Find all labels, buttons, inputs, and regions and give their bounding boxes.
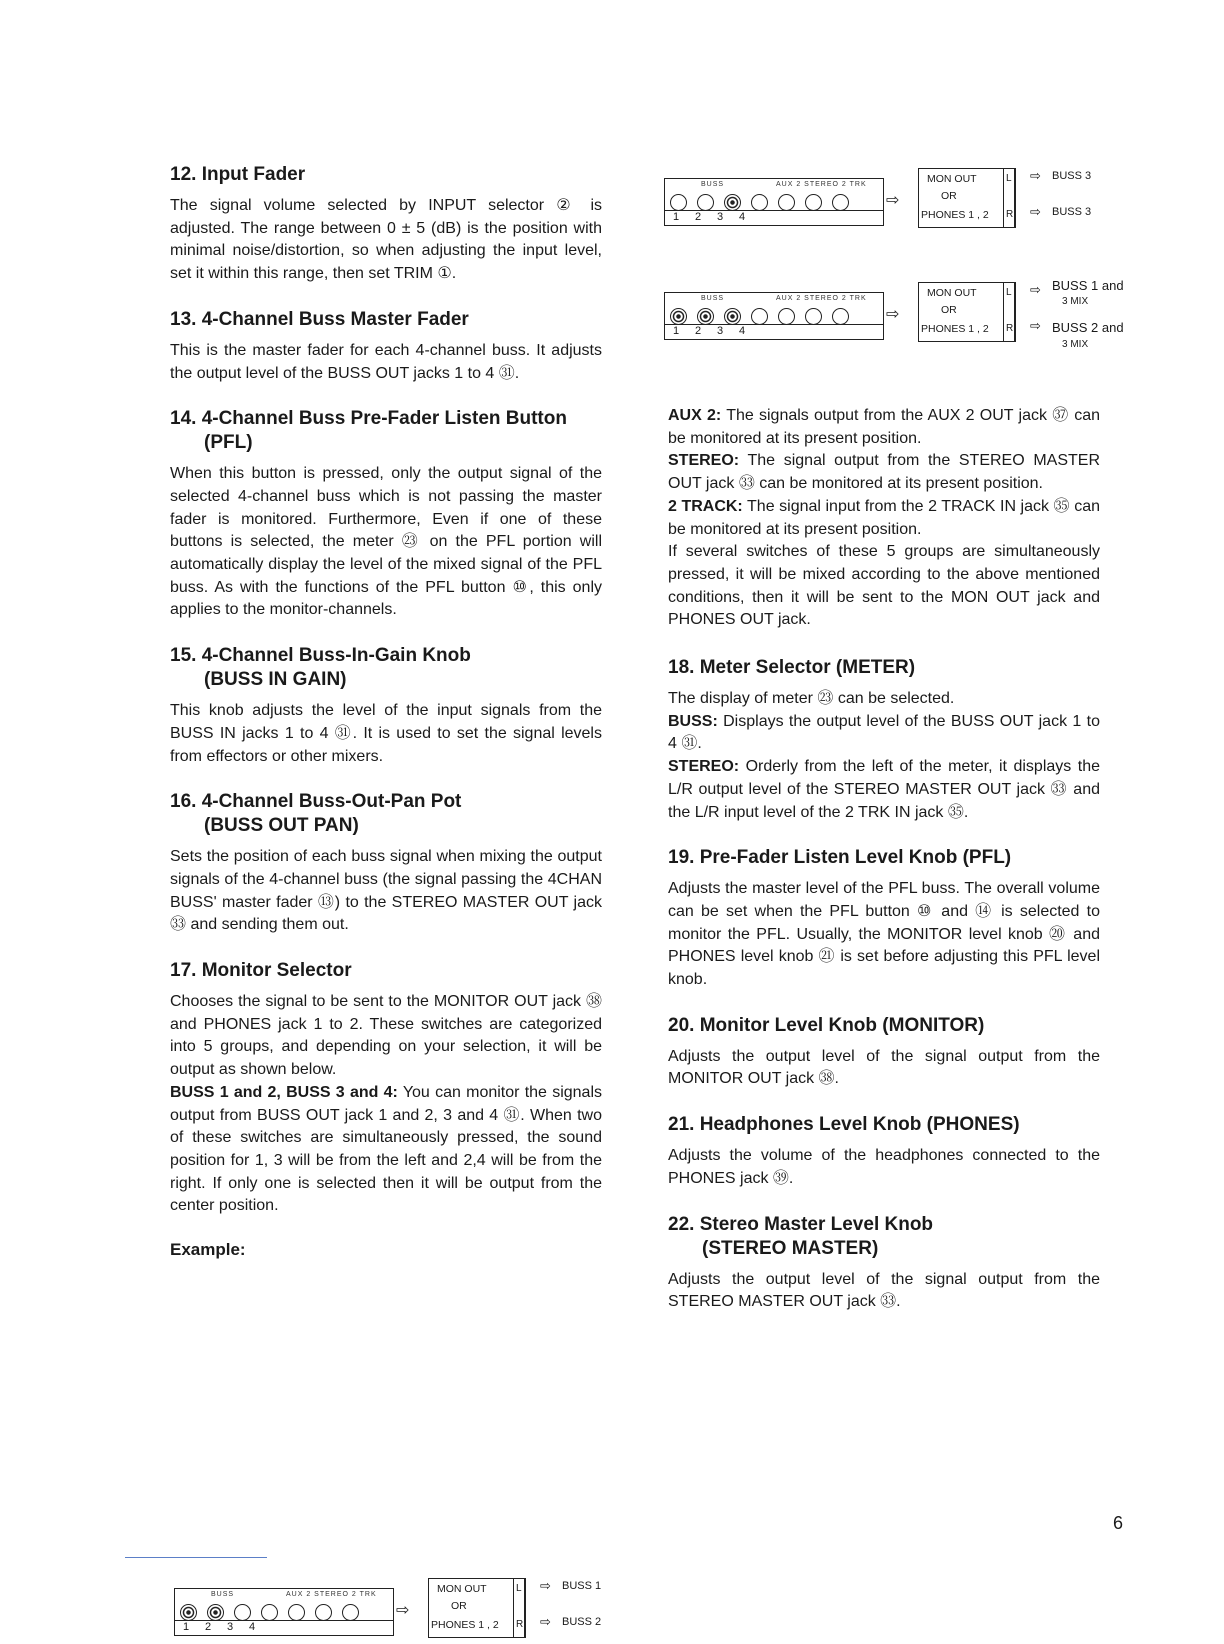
d1-arrow-r-icon: ⇨ bbox=[540, 1614, 551, 1629]
d1-arrow-icon: ⇨ bbox=[396, 1602, 410, 1619]
d2-L: L bbox=[1006, 173, 1012, 184]
d3-dest-l: BUSS 1 and bbox=[1052, 278, 1124, 293]
d1-switch-4[interactable] bbox=[261, 1604, 278, 1621]
section-14-title bbox=[170, 407, 602, 455]
d2-phones: PHONES 1 , 2 bbox=[921, 209, 989, 221]
d2-arrow-icon: ⇨ bbox=[886, 192, 900, 209]
d3-panel bbox=[664, 292, 884, 340]
d2-dest-l: BUSS 3 bbox=[1052, 170, 1092, 182]
right-column bbox=[668, 405, 1100, 1336]
track-body: The signal input from the 2 TRACK IN jack ㉟ can be monitored at its present position. bbox=[668, 497, 1100, 538]
d2-switch-3[interactable] bbox=[724, 194, 741, 211]
section-22 bbox=[668, 1213, 1100, 1314]
d2-switch-7[interactable] bbox=[832, 194, 849, 211]
section-22-title bbox=[668, 1213, 1100, 1261]
section-21-body: Adjusts the volume of the headphones connected to the PHONES jack ㊴. bbox=[668, 1147, 1100, 1187]
section-15-title-line2: (BUSS IN GAIN) bbox=[204, 669, 347, 691]
section-16-body: Sets the position of each buss signal when mixing the output signals of the 4-channel buss (the signal passing the 4CHAN BUSS' master fader ⑬) to the STEREO MASTER OUT jack ㉝ and sending them out. bbox=[170, 848, 602, 934]
page-number: 6 bbox=[1113, 1513, 1124, 1533]
d2-mon-out: MON OUT bbox=[927, 173, 977, 185]
d1-switch-6[interactable] bbox=[315, 1604, 332, 1621]
aux2-label: AUX 2: bbox=[668, 407, 722, 424]
aux2-text bbox=[668, 405, 1100, 450]
d1-dest-l: BUSS 1 bbox=[562, 1580, 602, 1592]
d3-number-4: 4 bbox=[739, 325, 746, 337]
d2-switch-1[interactable] bbox=[670, 194, 687, 211]
d2-switch-2[interactable] bbox=[697, 194, 714, 211]
d3-header-buss: BUSS bbox=[701, 295, 725, 302]
section-14-title-line2: (PFL) bbox=[204, 432, 253, 454]
section-15-title bbox=[170, 644, 602, 692]
d1-phones: PHONES 1 , 2 bbox=[431, 1619, 499, 1631]
d3-number-2: 2 bbox=[695, 325, 702, 337]
section-18 bbox=[668, 656, 1100, 824]
d2-header-buss: BUSS bbox=[701, 181, 725, 188]
section-14-body: When this button is pressed, only the output signal of the selected 4-channel buss which is not passing the master fader is monitored. Furthermore, Even if one of these buttons is selected, the meter ㉓ on the PFL portion will automatically display the level of the mixed signal of the PFL buss. As with the functions of the PFL button ⑩, this only applies to the monitor-channels. bbox=[170, 465, 602, 619]
d2-output-box bbox=[918, 168, 1016, 228]
section-13-body: This is the master fader for each 4-channel buss. It adjusts the output level of the BUSS OUT jacks 1 to 4 ㉛. bbox=[170, 341, 602, 382]
d2-number-3: 3 bbox=[717, 211, 724, 223]
d2-switch-5[interactable] bbox=[778, 194, 795, 211]
d3-switch-6[interactable] bbox=[805, 308, 822, 325]
d1-R: R bbox=[516, 1619, 524, 1630]
d2 bbox=[664, 168, 1104, 234]
d2-switch-6[interactable] bbox=[805, 194, 822, 211]
section-13-title: 13. 4-Channel Buss Master Fader bbox=[170, 308, 469, 330]
d1-arrow-l-icon: ⇨ bbox=[540, 1578, 551, 1593]
section-19-title: 19. Pre-Fader Listen Level Knob (PFL) bbox=[668, 847, 1012, 869]
section-17-body2-text: You can monitor the signals output from BUSS OUT jack 1 and 2, 3 and 4 ㉛. When two of these switches are simultaneously pressed, the sound position for 1, 3 will be from the left and 2,4 will be from the right. If only one is selected then it will be output from the center position. bbox=[170, 1083, 602, 1215]
d1-L: L bbox=[516, 1583, 522, 1594]
section-15-title-line1: 15. 4-Channel Buss-In-Gain Knob bbox=[170, 645, 471, 667]
section-22-title-line1: 22. Stereo Master Level Knob bbox=[668, 1213, 934, 1235]
section-17-body2-label: BUSS 1 and 2, BUSS 3 and 4: bbox=[170, 1083, 398, 1101]
section-17-body2 bbox=[170, 1082, 602, 1218]
section-16 bbox=[170, 790, 602, 937]
section-18-stereo bbox=[668, 756, 1100, 824]
section-21 bbox=[668, 1113, 1100, 1190]
stereo-text bbox=[668, 450, 1100, 495]
d2-number-2: 2 bbox=[695, 211, 702, 223]
stereo-label: STEREO: bbox=[668, 452, 740, 470]
d1-switch-7[interactable] bbox=[342, 1604, 359, 1621]
d3-dest-r: BUSS 2 and bbox=[1052, 320, 1124, 335]
section-18-title: 18. Meter Selector (METER) bbox=[668, 657, 916, 679]
d3-switch-3[interactable] bbox=[724, 308, 741, 325]
section-18-buss-body: Displays the output level of the BUSS OUT jack 1 to 4 ㉛. bbox=[668, 712, 1100, 753]
d2-panel bbox=[664, 178, 884, 226]
d3-switch-2[interactable] bbox=[697, 308, 714, 325]
section-20-body: Adjusts the output level of the signal output from the MONITOR OUT jack ㊳. bbox=[668, 1047, 1100, 1088]
d3-arrow-r-icon: ⇨ bbox=[1030, 318, 1041, 333]
d1-dest-r: BUSS 2 bbox=[562, 1616, 602, 1628]
section-14-title-line1: 14. 4-Channel Buss Pre-Fader Listen Button bbox=[170, 408, 567, 430]
d2-number-1: 1 bbox=[673, 211, 680, 223]
d2-lr bbox=[1003, 169, 1015, 227]
section-18-buss-label: BUSS: bbox=[668, 712, 718, 730]
d3-L: L bbox=[1006, 287, 1012, 298]
d3-switch-4[interactable] bbox=[751, 308, 768, 325]
d1-number-4: 4 bbox=[249, 1621, 256, 1633]
d1-number-1: 1 bbox=[183, 1621, 190, 1633]
d2-numbers bbox=[673, 211, 761, 223]
section-17 bbox=[170, 959, 602, 1218]
section-17-body1: Chooses the signal to be sent to the MONITOR OUT jack ㊳ and PHONES jack 1 to 2. These switches are categorized into 5 groups, and depending on your selection, it will be output as shown below. bbox=[170, 993, 602, 1079]
d3-number-3: 3 bbox=[717, 325, 724, 337]
d1-mon-out: MON OUT bbox=[437, 1583, 487, 1595]
d3-R: R bbox=[1006, 323, 1014, 334]
d1-switch-1[interactable] bbox=[180, 1604, 197, 1621]
section-18-stereo-label: STEREO: bbox=[668, 758, 740, 776]
section-22-body: Adjusts the output level of the signal output from the STEREO MASTER OUT jack ㉝. bbox=[668, 1270, 1100, 1311]
d3-dest-r2: 3 MIX bbox=[1062, 339, 1089, 350]
section-18-stereo-body: Orderly from the left of the meter, it displays the L/R output level of the STEREO MASTER OUT jack ㉝ and the L/R input level of the 2 TRK IN jack ㉟. bbox=[668, 758, 1100, 821]
section-20 bbox=[668, 1014, 1100, 1091]
section-17-title: 17. Monitor Selector bbox=[170, 960, 352, 982]
d2-arrow-l-icon: ⇨ bbox=[1030, 168, 1041, 183]
section-12-body: The signal volume selected by INPUT selector ② is adjusted. The range between 0 ± 5 (dB) is the position with minimal noise/distortion, so when adjusting the input level, set it within this range, then set TRIM ①. bbox=[170, 197, 602, 283]
d1-header-buss: BUSS bbox=[211, 1591, 235, 1598]
d1-output-box bbox=[428, 1578, 526, 1638]
d1-switch-2[interactable] bbox=[207, 1604, 224, 1621]
d3-arrow-l-icon: ⇨ bbox=[1030, 282, 1041, 297]
d3-output-box bbox=[918, 282, 1016, 342]
d3-or: OR bbox=[941, 304, 957, 316]
d1-number-3: 3 bbox=[227, 1621, 234, 1633]
d3-switch-7[interactable] bbox=[832, 308, 849, 325]
track-text bbox=[668, 496, 1100, 541]
section-14 bbox=[170, 407, 602, 622]
d3-switch-1[interactable] bbox=[670, 308, 687, 325]
d1-lr bbox=[513, 1579, 525, 1637]
track-label: 2 TRACK: bbox=[668, 497, 743, 515]
left-column bbox=[170, 163, 602, 1278]
d2-dest-r: BUSS 3 bbox=[1052, 206, 1092, 218]
d3-phones: PHONES 1 , 2 bbox=[921, 323, 989, 335]
d2-arrow-r-icon: ⇨ bbox=[1030, 204, 1041, 219]
section-19-body: Adjusts the master level of the PFL buss. The overall volume can be set when the PFL button ⑩ and ⑭ is selected to monitor the PFL. Usually, the MONITOR level knob ⑳ and PHONES level knob ㉑ is set before adjusting this PFL level knob. bbox=[668, 880, 1100, 989]
d3 bbox=[664, 278, 1124, 362]
section-21-title: 21. Headphones Level Knob (PHONES) bbox=[668, 1114, 1020, 1136]
d1-numbers bbox=[183, 1621, 271, 1633]
d3-mon-out: MON OUT bbox=[927, 287, 977, 299]
section-19 bbox=[668, 846, 1100, 992]
d2-switch-4[interactable] bbox=[751, 194, 768, 211]
section-16-title-line1: 16. 4-Channel Buss-Out-Pan Pot bbox=[170, 791, 462, 813]
d2-or: OR bbox=[941, 190, 957, 202]
section-18-buss bbox=[668, 711, 1100, 756]
section-22-title-line2: (STEREO MASTER) bbox=[702, 1237, 879, 1259]
section-18-body: The display of meter ㉓ can be selected. bbox=[668, 690, 955, 708]
d3-dest-l2: 3 MIX bbox=[1062, 296, 1089, 307]
d3-arrow-icon: ⇨ bbox=[886, 306, 900, 323]
section-15-body: This knob adjusts the level of the input signals from the BUSS IN jacks 1 to 4 ㉛. It is used to set the signal levels from effectors or other mixers. bbox=[170, 702, 602, 765]
aux2-body: The signals output from the AUX 2 OUT jack ㊲ can be monitored at its present position. bbox=[668, 407, 1100, 447]
d1-panel bbox=[174, 1588, 394, 1636]
d3-number-1: 1 bbox=[673, 325, 680, 337]
monitor-groups bbox=[668, 405, 1100, 632]
d2-number-4: 4 bbox=[739, 211, 746, 223]
section-20-title: 20. Monitor Level Knob (MONITOR) bbox=[668, 1014, 985, 1036]
d3-switch-5[interactable] bbox=[778, 308, 795, 325]
d1-or: OR bbox=[451, 1600, 467, 1612]
stereo-body: The signal output from the STEREO MASTER OUT jack ㉝ can be monitored at its present position. bbox=[668, 452, 1100, 493]
d3-numbers bbox=[673, 325, 761, 337]
several-text: If several switches of these 5 groups are simultaneously pressed, it will be mixed according to the above mentioned conditions, then it will be sent to the MON OUT jack and PHONES OUT jack. bbox=[668, 543, 1100, 629]
d1 bbox=[174, 1578, 614, 1644]
d2-R: R bbox=[1006, 209, 1014, 220]
d1-switch-5[interactable] bbox=[288, 1604, 305, 1621]
d1-header-aux: AUX 2 STEREO 2 TRK bbox=[286, 1591, 377, 1598]
d3-header-aux: AUX 2 STEREO 2 TRK bbox=[776, 295, 867, 302]
d1-switch-3[interactable] bbox=[234, 1604, 251, 1621]
section-15 bbox=[170, 644, 602, 768]
section-12 bbox=[170, 163, 602, 286]
d3-lr bbox=[1003, 283, 1015, 341]
section-12-title: 12. Input Fader bbox=[170, 164, 306, 185]
section-13 bbox=[170, 308, 602, 385]
footer-line bbox=[125, 1557, 267, 1558]
section-16-title-line2: (BUSS OUT PAN) bbox=[204, 815, 359, 837]
d2-header-aux: AUX 2 STEREO 2 TRK bbox=[776, 181, 867, 188]
example-label: Example: bbox=[170, 1240, 246, 1260]
d1-number-2: 2 bbox=[205, 1621, 212, 1633]
section-16-title bbox=[170, 790, 602, 838]
